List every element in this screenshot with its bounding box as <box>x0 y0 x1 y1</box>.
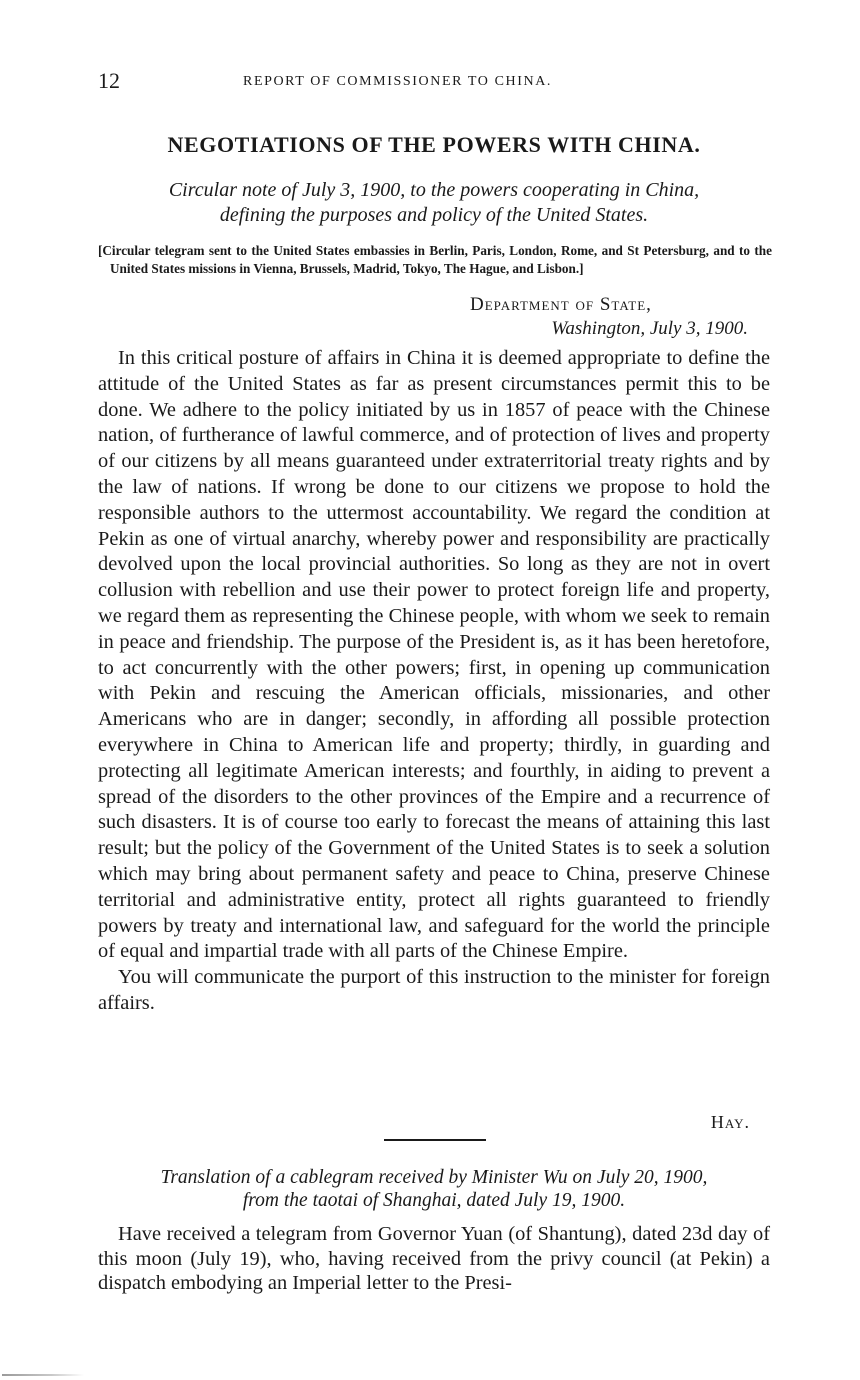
running-head <box>98 68 770 98</box>
circular-subtitle-line1: Circular note of July 3, 1900, to the powers cooperating in China, <box>168 179 700 201</box>
translation-subtitle <box>98 1166 770 1212</box>
circular-subtitle <box>98 178 770 228</box>
translation-paragraph-1: Have received a telegram from Governor Yuan (of Shantung), dated 23d day of this moon (July 19), who, having received from the privy council (at Pekin) a dispatch embodying an Imperial letter to the Presi- <box>98 1223 770 1294</box>
page-number: 12 <box>98 68 120 93</box>
circular-paragraph-2: You will communicate the purport of this instruction to the minister for foreign affairs. <box>98 966 770 1014</box>
scan-artifact <box>2 1374 84 1376</box>
department-text: Department of State, <box>470 294 652 315</box>
circular-subtitle-line2: defining the purposes and policy of the United States. <box>219 204 649 226</box>
place-date-text: Washington, July 3, 1900. <box>551 318 748 339</box>
bracket-note <box>98 242 772 278</box>
translation-subtitle-line2: from the taotai of Shanghai, dated July 19, 1900. <box>242 1190 626 1211</box>
running-title: REPORT OF COMMISSIONER TO CHINA. <box>243 74 553 89</box>
bracket-note-text: [Circular telegram sent to the United States embassies in Berlin, Paris, London, Rome, and St Petersburg, and to the United States missions in Vienna, Brussels, Madrid, Tokyo, The Hague, and Lisbon.] <box>98 243 772 276</box>
signature-text: Hay. <box>710 1112 750 1132</box>
circular-paragraph-1: In this critical posture of affairs in China it is deemed appropriate to define the attitude of the United States as far as present circumstances permit this to be done. We adhere to the policy initiated by us in 1857 of peace with the Chinese nation, of furtherance of lawful commerce, and of protection of lives and property of our citizens by all means guaranteed under extraterritorial treaty rights and by the law of nations. If wrong be done to our citizens we propose to hold the responsible authors to the uttermost accountability. We regard the condition at Pekin as one of virtual anarchy, whereby power and responsibility are practically devolved upon the local provincial authorities. So long as they are not in overt collusion with rebellion and use their power to protect foreign life and property, we regard them as representing the Chinese people, with whom we seek to remain in peace and friendship. The purpose of the President is, as it has been heretofore, to act concurrently with the other powers; first, in opening up communication with Pekin and rescuing the American officials, missionaries, and other Americans who are in danger; secondly, in affording all possible protection everywhere in China to American life and property; thirdly, in guarding and protecting all legitimate American interests; and fourthly, in aiding to prevent a spread of the disorders to the other provinces of the Empire and a recurrence of such disasters. It is of course too early to forecast the means of attaining this last result; but the policy of the Government of the United States is to seek a solution which may bring about permanent safety and peace to China, preserve Chinese territorial and administrative entity, protect all rights guaranteed to friendly powers by treaty and international law, and safeguard for the world the principle of equal and impartial trade with all parts of the Chinese Empire. <box>98 347 770 963</box>
section-divider <box>384 1139 486 1141</box>
section-title: NEGOTIATIONS OF THE POWERS WITH CHINA. <box>167 132 701 157</box>
translation-subtitle-line1: Translation of a cablegram received by Minister Wu on July 20, 1900, <box>160 1167 708 1188</box>
translation-body <box>98 1222 770 1296</box>
circular-body <box>98 346 770 1017</box>
signature <box>98 1112 750 1133</box>
